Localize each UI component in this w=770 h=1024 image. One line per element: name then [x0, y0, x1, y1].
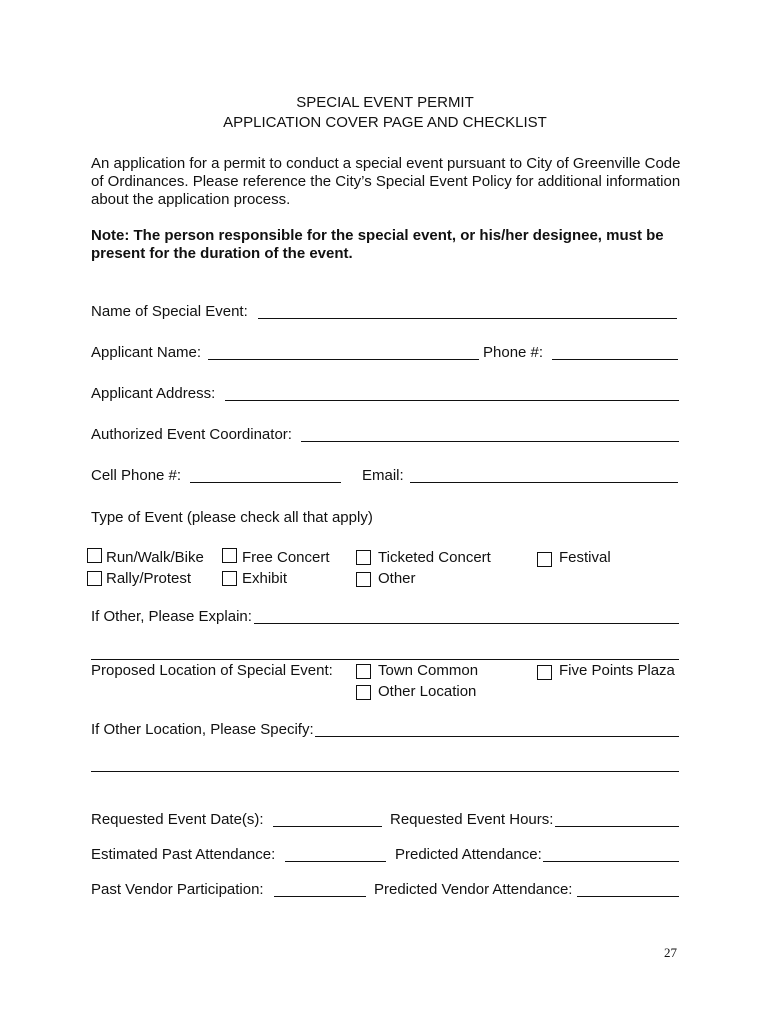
event-type-heading: Type of Event (please check all that apply): [91, 509, 373, 526]
applicant-name-field[interactable]: [208, 359, 479, 360]
title-line-1: SPECIAL EVENT PERMIT: [296, 94, 474, 111]
intro-paragraph: An application for a permit to conduct a special event pursuant to City of Greenville Code of Ordinances. Please reference the City’s Special Event Policy for additional information about the application process.: [91, 155, 681, 208]
other-location-checkbox[interactable]: [356, 685, 371, 700]
other-explain-field[interactable]: [254, 623, 679, 624]
cell-phone-field[interactable]: [190, 482, 341, 483]
rally-protest-checkbox[interactable]: [87, 571, 102, 586]
event-dates-label: Requested Event Date(s):: [91, 811, 264, 828]
other-event-checkbox[interactable]: [356, 572, 371, 587]
exhibit-checkbox[interactable]: [222, 571, 237, 586]
other-explain-label: If Other, Please Explain:: [91, 608, 252, 625]
exhibit-label: Exhibit: [242, 570, 288, 587]
past-vendor-label: Past Vendor Participation:: [91, 881, 264, 898]
note-paragraph: Note: The person responsible for the special event, or his/her designee, must be present for the duration of the event.: [91, 227, 664, 262]
phone-field[interactable]: [552, 359, 678, 360]
event-name-field[interactable]: [258, 318, 677, 319]
other-location-specify-label: If Other Location, Please Specify:: [91, 721, 314, 738]
applicant-address-label: Applicant Address:: [91, 385, 216, 402]
festival-checkbox[interactable]: [537, 552, 552, 567]
event-dates-field[interactable]: [273, 826, 382, 827]
email-field[interactable]: [410, 482, 678, 483]
past-attendance-field[interactable]: [285, 861, 386, 862]
free-concert-checkbox[interactable]: [222, 548, 237, 563]
rally-protest-label: Rally/Protest: [106, 570, 192, 587]
location-label: Proposed Location of Special Event:: [91, 662, 333, 679]
cell-phone-label: Cell Phone #:: [91, 467, 182, 484]
town-common-label: Town Common: [378, 662, 479, 679]
free-concert-label: Free Concert: [242, 549, 330, 566]
phone-label: Phone #:: [483, 344, 544, 361]
event-name-label: Name of Special Event:: [91, 303, 248, 320]
applicant-address-field[interactable]: [225, 400, 679, 401]
applicant-name-label: Applicant Name:: [91, 344, 202, 361]
coordinator-field[interactable]: [301, 441, 679, 442]
email-label: Email:: [362, 467, 404, 484]
five-points-plaza-checkbox[interactable]: [537, 665, 552, 680]
event-hours-label: Requested Event Hours:: [390, 811, 554, 828]
festival-label: Festival: [559, 549, 611, 566]
ticketed-concert-label: Ticketed Concert: [378, 549, 491, 566]
predicted-attendance-field[interactable]: [543, 861, 679, 862]
other-location-label: Other Location: [378, 683, 477, 700]
page-number: 27: [664, 945, 677, 960]
ticketed-concert-checkbox[interactable]: [356, 550, 371, 565]
past-vendor-field[interactable]: [274, 896, 366, 897]
five-points-plaza-label: Five Points Plaza: [559, 662, 675, 679]
predicted-vendor-field[interactable]: [577, 896, 679, 897]
coordinator-label: Authorized Event Coordinator:: [91, 426, 292, 443]
predicted-attendance-label: Predicted Attendance:: [395, 846, 542, 863]
title-line-2: APPLICATION COVER PAGE AND CHECKLIST: [223, 114, 547, 131]
run-walk-bike-label: Run/Walk/Bike: [106, 549, 204, 566]
past-attendance-label: Estimated Past Attendance:: [91, 846, 276, 863]
event-hours-field[interactable]: [555, 826, 679, 827]
other-explain-field-line-2[interactable]: [91, 659, 679, 660]
town-common-checkbox[interactable]: [356, 664, 371, 679]
predicted-vendor-label: Predicted Vendor Attendance:: [374, 881, 573, 898]
other-event-label: Other: [378, 570, 416, 587]
other-location-specify-field-line-2[interactable]: [91, 771, 679, 772]
run-walk-bike-checkbox[interactable]: [87, 548, 102, 563]
other-location-specify-field[interactable]: [315, 736, 679, 737]
